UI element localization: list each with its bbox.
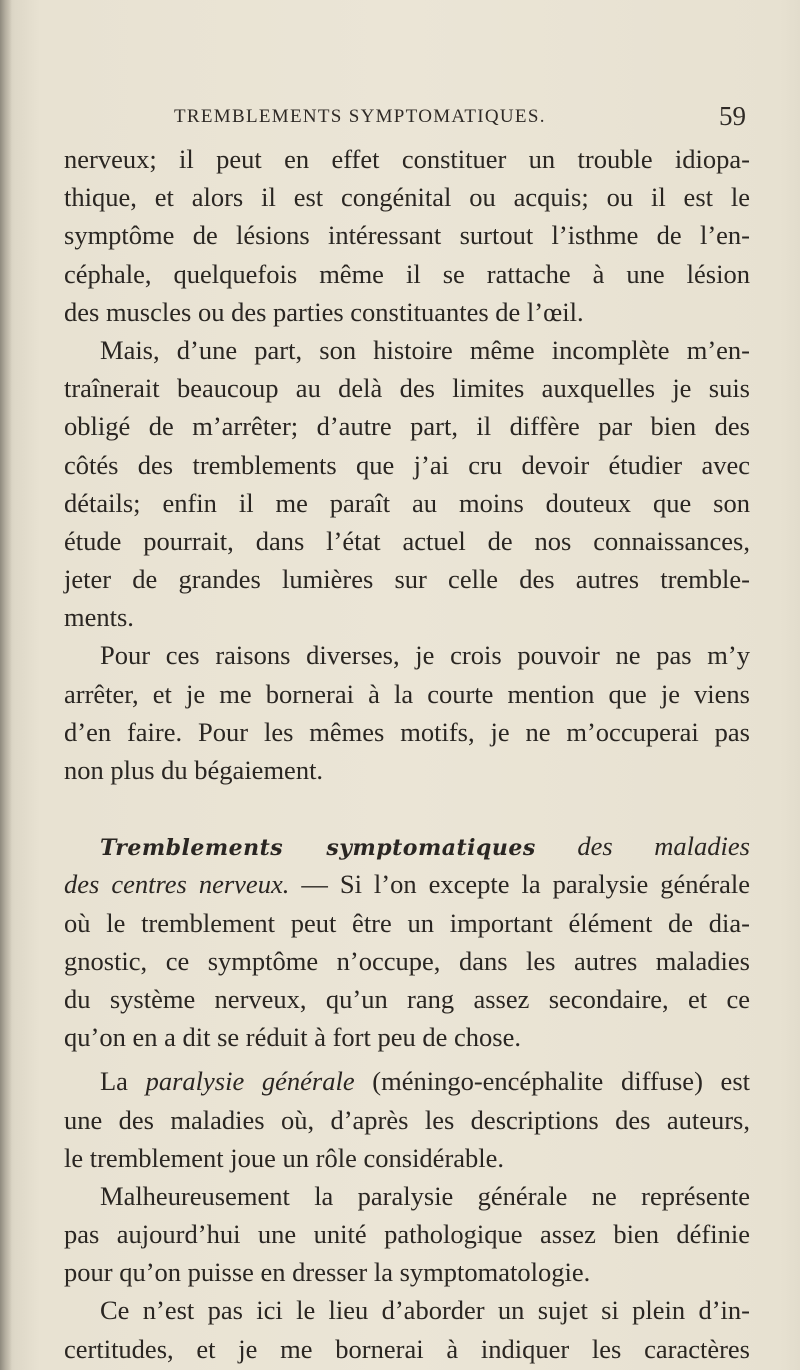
text-line: où le tremblement peut être un important élément de dia- — [64, 907, 750, 938]
text-line: jeter de grandes lumières sur celle des autres tremble- — [64, 564, 750, 595]
text-line — [64, 865, 750, 903]
page-header — [64, 101, 746, 134]
text-line: des muscles ou des parties constituantes de l’œil. — [64, 296, 584, 327]
text-line: gnostic, ce symptôme n’occupe, dans les autres maladies — [64, 945, 750, 976]
text-line: traînerait beaucoup au delà des limites auxquelles je suis — [64, 373, 750, 404]
text-line: côtés des tremblements que j’ai cru devoir étudier avec — [64, 449, 750, 480]
text-line: pas aujourd’hui une unité pathologique assez bien définie — [64, 1219, 750, 1250]
text-line: Malheureusement la paralysie générale ne représente — [100, 1180, 750, 1211]
page-number: 59 — [719, 101, 746, 131]
text-line: du système nerveux, qu’un rang assez secondaire, et ce — [64, 983, 750, 1014]
text-line: céphale, quelquefois même il se rattache à une lésion — [64, 258, 750, 289]
text-line: Mais, d’une part, son histoire même incomplète m’en- — [100, 334, 750, 365]
section-heading-continued: des maladies — [535, 831, 750, 862]
text-line — [64, 1062, 750, 1100]
text-line: Pour ces raisons diverses, je crois pouvoir ne pas m’y — [100, 640, 750, 671]
text-line: détails; enfin il me paraît au moins douteux que son — [64, 487, 750, 518]
text-line: le tremblement joue un rôle considérable. — [64, 1142, 505, 1173]
text-span: (méningo-encéphalite diffuse) est — [354, 1066, 750, 1097]
text-line: arrêter, et je me bornerai à la courte mention que je viens — [64, 678, 750, 709]
body-text — [64, 140, 750, 1368]
section-heading-line — [64, 827, 750, 865]
text-line: pour qu’on puisse en dresser la symptomatologie. — [64, 1257, 591, 1288]
section-heading: Tremblements symptomatiques — [100, 835, 536, 862]
emphasis-term: paralysie générale — [145, 1066, 355, 1097]
text-line: non plus du bégaiement. — [64, 755, 324, 785]
text-line: nerveux; il peut en effet constituer un trouble idiopa- — [64, 144, 750, 174]
text-line: d’en faire. Pour les mêmes motifs, je ne m’occuperai pas — [64, 716, 750, 747]
text-line: obligé de m’arrêter; d’autre part, il diffère par bien des — [64, 411, 750, 442]
text-span: — Si l’on excepte la paralysie générale — [289, 869, 750, 900]
running-head: TREMBLEMENTS SYMPTOMATIQUES. — [174, 106, 546, 127]
text-line: certitudes, et je me bornerai à indiquer les caractères — [64, 1333, 750, 1364]
paragraph-gap — [64, 789, 750, 827]
text-line: ments. — [64, 602, 134, 633]
text-line: symptôme de lésions intéressant surtout l’isthme de l’en- — [64, 220, 750, 251]
text-line: une des maladies où, d’après les descriptions des auteurs, — [64, 1104, 750, 1135]
section-heading-end: des centres nerveux. — [64, 869, 290, 900]
page-gutter-shadow — [0, 0, 12, 1370]
text-line: thique, et alors il est congénital ou acquis; ou il est le — [64, 182, 750, 213]
text-span: La — [100, 1066, 146, 1097]
text-line: étude pourrait, dans l’état actuel de nos connaissances, — [64, 525, 750, 556]
text-line: qu’on en a dit se réduit à fort peu de chose. — [64, 1022, 521, 1053]
text-line: Ce n’est pas ici le lieu d’aborder un sujet si plein d’in- — [100, 1295, 750, 1326]
